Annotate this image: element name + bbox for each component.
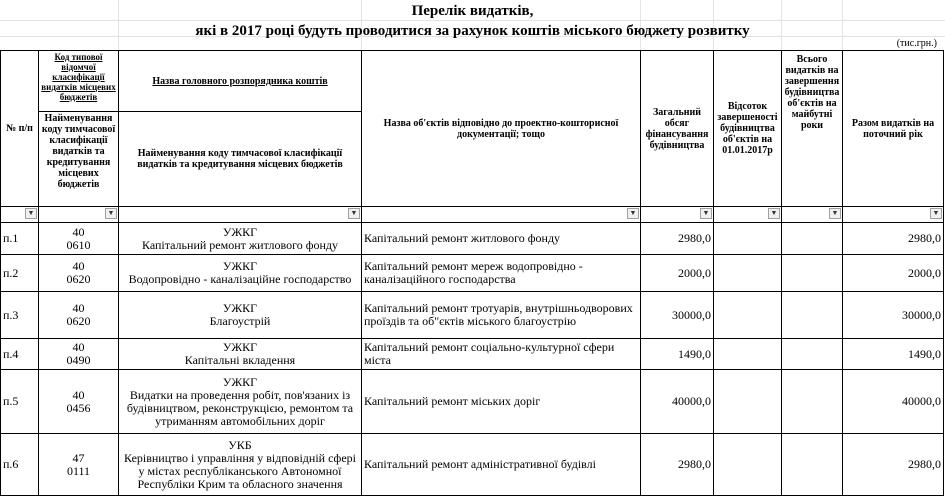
filter-dropdown-icon[interactable]: ▼	[348, 208, 360, 219]
filter-dropdown-icon[interactable]: ▼	[930, 208, 942, 219]
row-percent	[714, 292, 782, 339]
filter-cell	[119, 207, 362, 223]
row-code: 40 0620	[39, 292, 119, 339]
filter-dropdown-icon[interactable]: ▼	[768, 208, 780, 219]
row-num: п.6	[1, 434, 39, 496]
row-percent	[714, 370, 782, 434]
filter-dropdown-icon[interactable]: ▼	[627, 208, 639, 219]
row-percent	[714, 223, 782, 255]
row-code: 40 0620	[39, 255, 119, 292]
row-total: 2980,0	[641, 223, 714, 255]
table-subtitle: які в 2017 році будуть проводитися за рахунок коштів міського бюджету розвитку	[195, 23, 750, 39]
filter-cell	[1, 207, 39, 223]
table-row	[1, 339, 944, 370]
filter-cell	[641, 207, 714, 223]
row-total: 2980,0	[641, 434, 714, 496]
row-percent	[714, 434, 782, 496]
header-current-year: Разом видатків на поточний рік	[843, 51, 944, 207]
row-manager: УКБ Керівництво і управління у відповідній сфері у містах республіканського Автономної Республіки Крим та обласного значення	[119, 434, 362, 496]
header-code-top: Код типової відомчої класифікації видатків місцевих бюджетів	[39, 51, 119, 112]
row-manager: УЖКГ Благоустрій	[119, 292, 362, 339]
row-remaining	[782, 223, 843, 255]
table-row	[1, 255, 944, 292]
row-current: 1490,0	[843, 339, 944, 370]
row-code: 47 0111	[39, 434, 119, 496]
row-code: 40 0490	[39, 339, 119, 370]
header-total-cost: Загальний обсяг фінансування будівництва	[641, 51, 714, 207]
row-current: 40000,0	[843, 370, 944, 434]
row-num: п.3	[1, 292, 39, 339]
filter-cell	[39, 207, 119, 223]
row-object: Капітальний ремонт міських доріг	[362, 370, 641, 434]
filter-cell	[843, 207, 944, 223]
row-code: 40 0610	[39, 223, 119, 255]
row-num: п.4	[1, 339, 39, 370]
row-code: 40 0456	[39, 370, 119, 434]
filter-cell	[362, 207, 641, 223]
row-object: Капітальний ремонт мереж водопровідно - каналізаційного господарства	[362, 255, 641, 292]
table-row	[1, 292, 944, 339]
row-current: 30000,0	[843, 292, 944, 339]
filter-cell	[714, 207, 782, 223]
row-manager: УЖКГ Водопровідно - каналізаційне господарство	[119, 255, 362, 292]
row-manager: УЖКГ Видатки на проведення робіт, пов'язаних із будівництвом, реконструкцією, ремонтом та утриманням автомобільних доріг	[119, 370, 362, 434]
row-percent	[714, 255, 782, 292]
row-total: 40000,0	[641, 370, 714, 434]
row-percent	[714, 339, 782, 370]
expenses-table	[0, 50, 944, 496]
table-row	[1, 370, 944, 434]
row-manager: УЖКГ Капітальний ремонт житлового фонду	[119, 223, 362, 255]
row-remaining	[782, 292, 843, 339]
filter-row	[1, 207, 944, 223]
row-object: Капітальний ремонт соціально-культурної сфери міста	[362, 339, 641, 370]
row-remaining	[782, 339, 843, 370]
row-manager: УЖКГ Капітальні вкладення	[119, 339, 362, 370]
row-object: Капітальний ремонт адміністративної будівлі	[362, 434, 641, 496]
table-row	[1, 223, 944, 255]
units-label: (тис.грн.)	[896, 38, 937, 49]
header-manager-top: Назва головного розпорядника коштів	[119, 51, 362, 112]
row-remaining	[782, 434, 843, 496]
table-title: Перелік видатків,	[411, 3, 534, 19]
row-object: Капітальний ремонт житлового фонду	[362, 223, 641, 255]
row-object: Капітальний ремонт тротуарів, внутрішньодворових проїздів та об"єктів міського благоустрію	[362, 292, 641, 339]
header-manager-bottom: Найменування коду тимчасової класифікації видатків та кредитування місцевих бюджетів	[119, 112, 362, 207]
row-current: 2980,0	[843, 223, 944, 255]
row-total: 30000,0	[641, 292, 714, 339]
row-current: 2000,0	[843, 255, 944, 292]
filter-dropdown-icon[interactable]: ▼	[105, 208, 117, 219]
header-num: № п/п	[1, 51, 39, 207]
row-remaining	[782, 255, 843, 292]
filter-dropdown-icon[interactable]: ▼	[700, 208, 712, 219]
row-remaining	[782, 370, 843, 434]
row-total: 2000,0	[641, 255, 714, 292]
header-remaining: Всього видатків на завершення будівництва об'єктів на майбутні роки	[782, 51, 843, 207]
header-objects: Назва об'єктів відповідно до проектно-кошторисної документації; тощо	[362, 51, 641, 207]
header-code-bottom: Найменування коду тимчасової класифікації видатків та кредитування місцевих бюджетів	[39, 112, 119, 207]
row-num: п.5	[1, 370, 39, 434]
row-num: п.2	[1, 255, 39, 292]
filter-cell	[782, 207, 843, 223]
row-num: п.1	[1, 223, 39, 255]
row-current: 2980,0	[843, 434, 944, 496]
table-row	[1, 434, 944, 496]
filter-dropdown-icon[interactable]: ▼	[829, 208, 841, 219]
header-percent-ready: Відсоток завершеності будівництва об'єктів на 01.01.2017р	[714, 51, 782, 207]
row-total: 1490,0	[641, 339, 714, 370]
filter-dropdown-icon[interactable]: ▼	[25, 208, 37, 219]
